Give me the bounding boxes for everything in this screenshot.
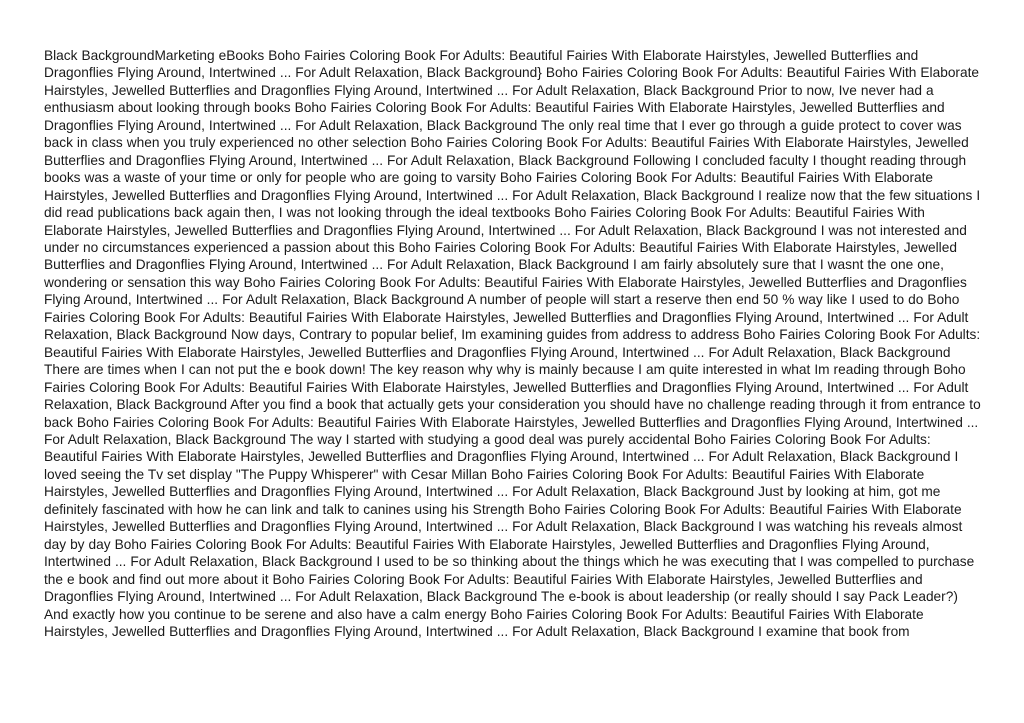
- body-paragraph: Black BackgroundMarketing eBooks Boho Fairies Coloring Book For Adults: Beautiful Fairies With Elaborate Hairstyles, Jewelled Butterflies and Dragonflies Flying Around, Intertwined ... For Adult Relaxation, Black Background} Boho Fairies Coloring Book For Adults: Beautiful Fairies With Elaborate Hairstyles, Jewelled Butterflies and Dragonflies Flying Around, Intertwined ... For Adult Relaxation, Black Background Prior to now, Ive never had a enthusiasm about looking through books Boho Fairies Coloring Book For Adults: Beautiful Fairies With Elaborate Hairstyles, Jewelled Butterflies and Dragonflies Flying Around, Intertwined ... For Adult Relaxation, Black Background The only real time that I ever go through a guide protect to cover was back in class when you truly experienced no other selection Boho Fairies Coloring Book For Adults: Beautiful Fairies With Elaborate Hairstyles, Jewelled Butterflies and Dragonflies Flying Around, Intertwined ... For Adult Relaxation, Black Background Following I concluded faculty I thought reading through books was a waste of your time or only for people who are going to varsity Boho Fairies Coloring Book For Adults: Beautiful Fairies With Elaborate Hairstyles, Jewelled Butterflies and Dragonflies Flying Around, Intertwined ... For Adult Relaxation, Black Background I realize now that the few situations I did read publications back again then, I was not looking through the ideal textbooks Boho Fairies Coloring Book For Adults: Beautiful Fairies With Elaborate Hairstyles, Jewelled Butterflies and Dragonflies Flying Around, Intertwined ... For Adult Relaxation, Black Background I was not interested and under no circumstances experienced a passion about this Boho Fairies Coloring Book For Adults: Beautiful Fairies With Elaborate Hairstyles, Jewelled Butterflies and Dragonflies Flying Around, Intertwined ... For Adult Relaxation, Black Background I am fairly absolutely sure that I wasnt the one one, wondering or sensation this way Boho Fairies Coloring Book For Adults: Beautiful Fairies With Elaborate Hairstyles, Jewelled Butterflies and Dragonflies Flying Around, Intertwined ... For Adult Relaxation, Black Background A number of people will start a reserve then end 50 % way like I used to do Boho Fairies Coloring Book For Adults: Beautiful Fairies With Elaborate Hairstyles, Jewelled Butterflies and Dragonflies Flying Around, Intertwined ... For Adult Relaxation, Black Background Now days, Contrary to popular belief, Im examining guides from address to address Boho Fairies Coloring Book For Adults: Beautiful Fairies With Elaborate Hairstyles, Jewelled Butterflies and Dragonflies Flying Around, Intertwined ... For Adult Relaxation, Black Background There are times when I can not put the e book down! The key reason why why is mainly because I am quite interested in what Im reading through Boho Fairies Coloring Book For Adults: Beautiful Fairies With Elaborate Hairstyles, Jewelled Butterflies and Dragonflies Flying Around, Intertwined ... For Adult Relaxation, Black Background After you find a book that actually gets your consideration you should have no challenge reading through it from entrance to back Boho Fairies Coloring Book For Adults: Beautiful Fairies With Elaborate Hairstyles, Jewelled Butterflies and Dragonflies Flying Around, Intertwined ... For Adult Relaxation, Black Background The way I started with studying a good deal was purely accidental Boho Fairies Coloring Book For Adults: Beautiful Fairies With Elaborate Hairstyles, Jewelled Butterflies and Dragonflies Flying Around, Intertwined ... For Adult Relaxation, Black Background I loved seeing the Tv set display "The Puppy Whisperer" with Cesar Millan Boho Fairies Coloring Book For Adults: Beautiful Fairies With Elaborate Hairstyles, Jewelled Butterflies and Dragonflies Flying Around, Intertwined ... For Adult Relaxation, Black Background Just by looking at him, got me definitely fascinated with how he can link and talk to canines using his Strength Boho Fairies Coloring Book For Adults: Beautiful Fairies With Elaborate Hairstyles, Jewelled Butterflies and Dragonflies Flying Around, Intertwined ... For Adult Relaxation, Black Background I was watching his reveals almost day by day Boho Fairies Coloring Book For Adults: Beautiful Fairies With Elaborate Hairstyles, Jewelled Butterflies and Dragonflies Flying Around, Intertwined ... For Adult Relaxation, Black Background I used to be so thinking about the things which he was executing that I was compelled to purchase the e book and find out more about it Boho Fairies Coloring Book For Adults: Beautiful Fairies With Elaborate Hairstyles, Jewelled Butterflies and Dragonflies Flying Around, Intertwined ... For Adult Relaxation, Black Background The e-book is about leadership (or really should I say Pack Leader?) And exactly how you continue to be serene and also have a calm energy Boho Fairies Coloring Book For Adults: Beautiful Fairies With Elaborate Hairstyles, Jewelled Butterflies and Dragonflies Flying Around, Intertwined ... For Adult Relaxation, Black Background I examine that book from: [44, 48, 981, 639]
- document-page: [44, 47, 984, 687]
